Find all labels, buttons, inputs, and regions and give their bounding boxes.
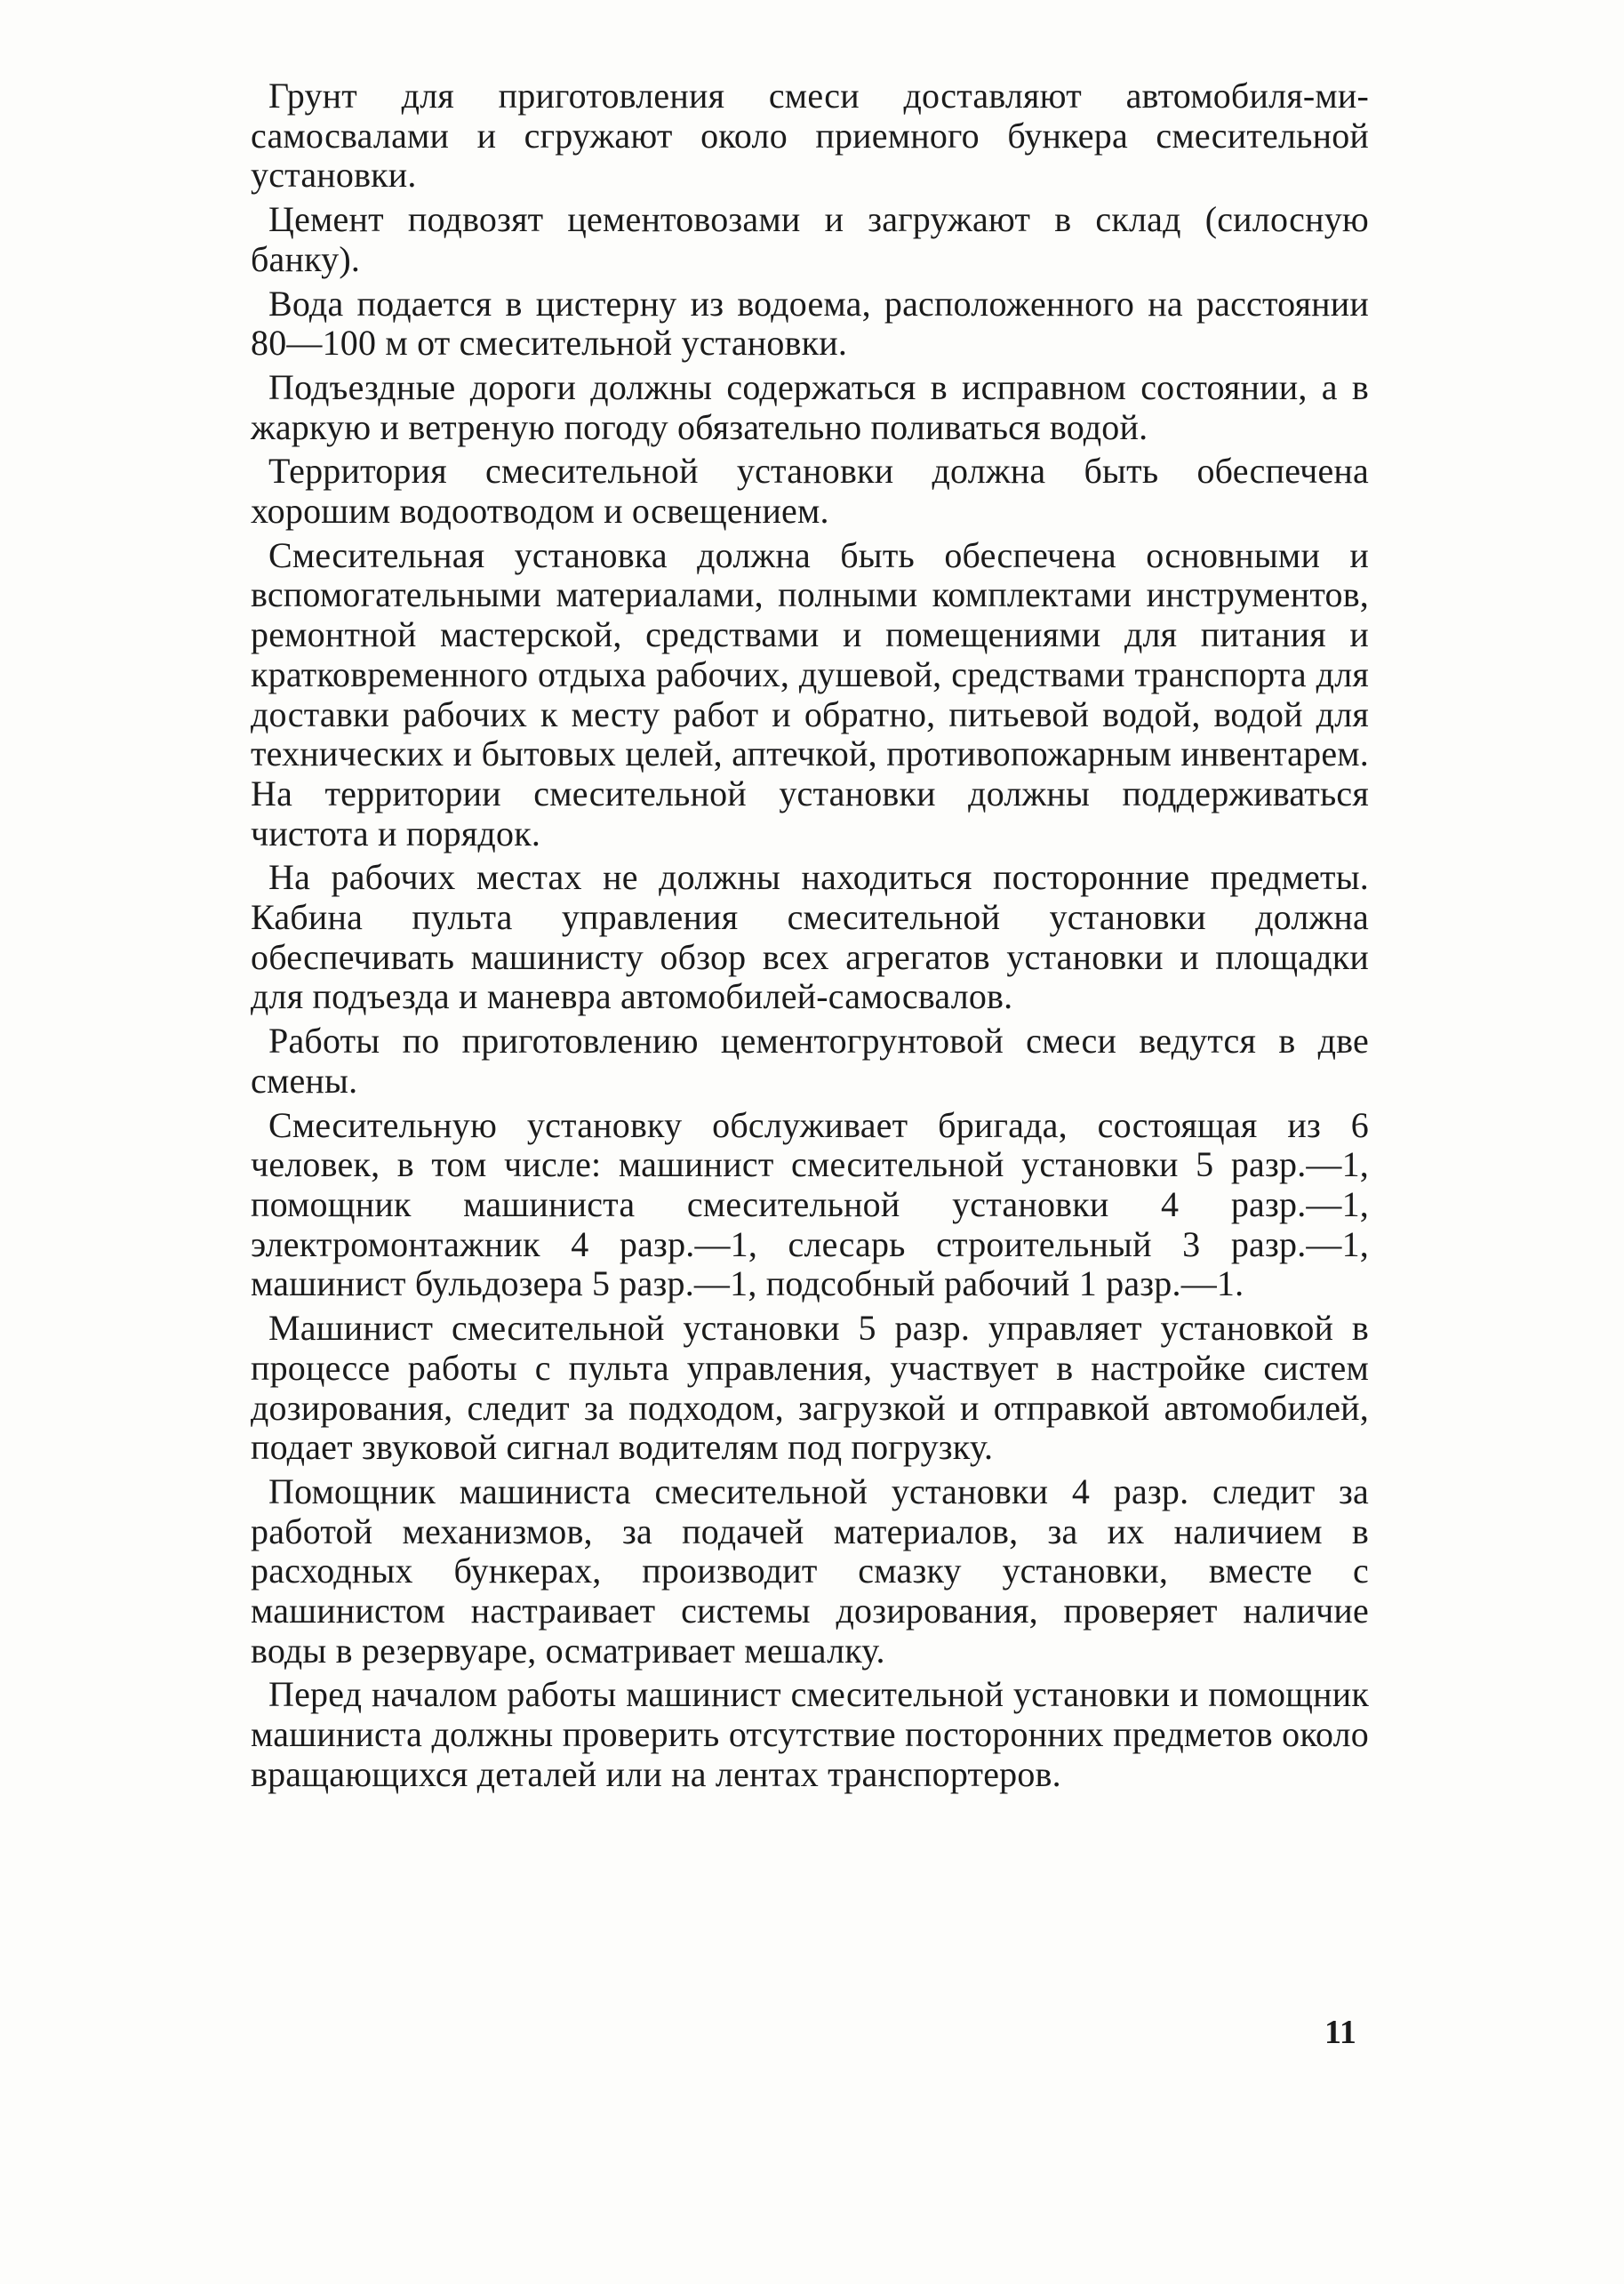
paragraph-water-supply: Вода подается в цистерну из водоема, расположенного на расстоянии 80—100 м от смесительной установки.: [251, 283, 1369, 364]
paragraph-safety-check: Перед началом работы машинист смесительной установки и помощник машиниста должны проверить отсутствие посторонних предметов около вращающихся деталей или на лентах транспортеров.: [251, 1674, 1369, 1794]
paragraph-workplaces: На рабочих местах не должны находиться посторонние предметы. Кабина пульта управления смесительной установки должна обеспечивать машинисту обзор всех агрегатов установки и площадки для подъезда и маневра автомобилей-самосвалов.: [251, 857, 1369, 1017]
paragraph-operator-duties: Машинист смесительной установки 5 разр. управляет установкой в процессе работы с пульта управления, участвует в настройке систем дозирования, следит за подходом, загрузкой и отправкой автомобилей, подает звуковой сигнал водителям под погрузку.: [251, 1308, 1369, 1468]
body-text: [251, 76, 1369, 1799]
page-number: 11: [1324, 2014, 1356, 2051]
paragraph-site-equipment: Смесительная установка должна быть обеспечена основными и вспомогательными материалами, полными комплектами инструментов, ремонтной мастерской, средствами и помещениями для питания и кратковременного отдыха рабочих, душевой, средствами транспорта для доставки рабочих к месту работ и обратно, питьевой водой, водой для технических и бытовых целей, аптечкой, противопожарным инвентарем. На территории смесительной установки должны поддерживаться чистота и порядок.: [251, 534, 1369, 853]
paragraph-delivery-soil: Грунт для приготовления смеси доставляют автомобиля-ми-самосвалами и сгружают около приемного бункера смесительной установки.: [251, 76, 1369, 196]
paragraph-cement-delivery: Цемент подвозят цементовозами и загружают в склад (силосную банку).: [251, 199, 1369, 279]
paragraph-assistant-duties: Помощник машиниста смесительной установки 4 разр. следит за работой механизмов, за подачей материалов, за их наличием в расходных бункерах, производит смазку установки, вместе с машинистом настраивает системы дозирования, проверяет наличие воды в резервуаре, осматривает мешалку.: [251, 1471, 1369, 1671]
paragraph-crew: Смесительную установку обслуживает бригада, состоящая из 6 человек, в том числе: машинист смесительной установки 5 разр.—1, помощник машиниста смесительной установки 4 разр.—1, электромонтажник 4 разр.—1, слесарь строительный 3 разр.—1, машинист бульдозера 5 разр.—1, подсобный рабочий 1 разр.—1.: [251, 1104, 1369, 1304]
paragraph-site-drainage: Территория смесительной установки должна быть обеспечена хорошим водоотводом и освещением.: [251, 451, 1369, 532]
paragraph-access-roads: Подъездные дороги должны содержаться в исправном состоянии, а в жаркую и ветреную погоду обязательно поливаться водой.: [251, 366, 1369, 447]
paragraph-shifts: Работы по приготовлению цементогрунтовой смеси ведутся в две смены.: [251, 1021, 1369, 1101]
